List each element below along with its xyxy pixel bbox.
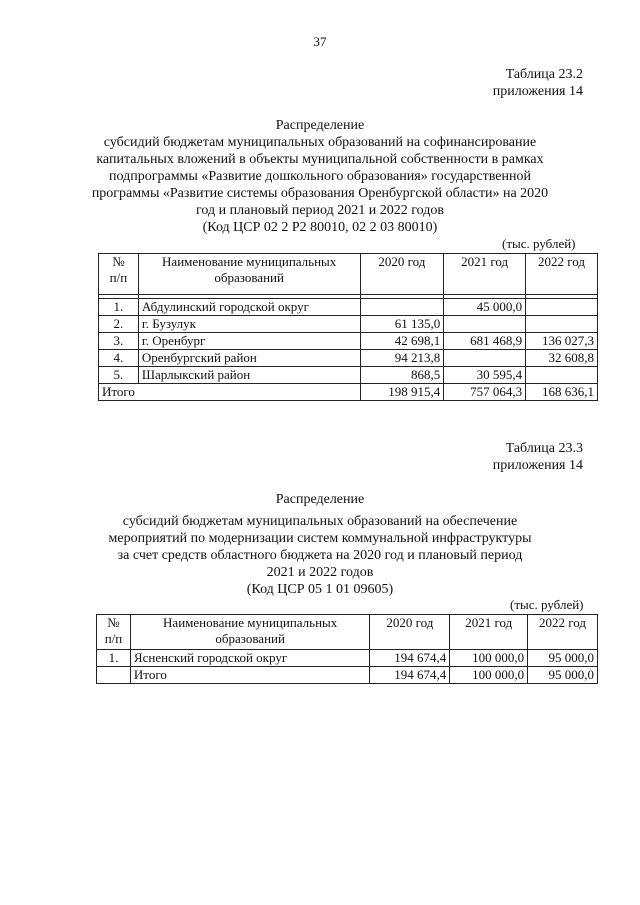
- table1-total-row: [99, 384, 598, 401]
- table1-title-line: год и плановый период 2021 и 2022 годов: [196, 203, 444, 218]
- col-header-2022: 2022 год: [526, 254, 598, 295]
- col-header-num: № п/п: [99, 254, 139, 295]
- table2-reference: [493, 440, 583, 474]
- table-row: 1. Абдулинский городской округ 45 000,0: [99, 299, 598, 316]
- table2-title-line: 2021 и 2022 годов: [266, 565, 374, 580]
- table1-ref-line2: приложения 14: [492, 84, 583, 99]
- table-row: 5. Шарлыкский район 868,5 30 595,4: [99, 367, 598, 384]
- table2-title-line: за счет средств областного бюджета на 2020 год и плановый период: [117, 548, 523, 563]
- table1-ref-line1: Таблица 23.2: [505, 67, 583, 82]
- col-header-2022: 2022 год: [528, 615, 598, 650]
- table2-ref-line2: приложения 14: [492, 458, 583, 473]
- table1-title-block: [0, 117, 640, 236]
- total-2020: 194 674,4: [370, 667, 450, 684]
- col-header-2020: 2020 год: [370, 615, 450, 650]
- col-header-name: Наименование муниципальных образований: [138, 254, 360, 295]
- table2: [96, 614, 598, 684]
- table2-title-line: (Код ЦСР 05 1 01 09605): [246, 582, 394, 597]
- total-2022: 168 636,1: [526, 384, 598, 401]
- table1-title-line: программы «Развитие системы образования Оренбургской области» на 2020: [91, 186, 549, 201]
- table1-title-line: подпрограммы «Развитие дошкольного образования» государственной: [109, 169, 531, 184]
- table2-ref-line1: Таблица 23.3: [505, 441, 583, 456]
- col-header-num: № п/п: [97, 615, 131, 650]
- table1-title-line: (Код ЦСР 02 2 Р2 80010, 02 2 03 80010): [202, 220, 438, 235]
- table-row: 3. г. Оренбург 42 698,1 681 468,9 136 027,3: [99, 333, 598, 350]
- table1-header-row: [99, 254, 598, 295]
- table1-title-line: субсидий бюджетам муниципальных образований на софинансирование: [103, 135, 537, 150]
- table2-title-block: [0, 491, 640, 598]
- table2-header-row: [97, 615, 598, 650]
- col-header-name: Наименование муниципальных образований: [130, 615, 370, 650]
- col-header-2021: 2021 год: [450, 615, 528, 650]
- table2-total-row: [97, 667, 598, 684]
- table2-units: (тыс. рублей): [510, 597, 584, 612]
- table1-title-line: капитальных вложений в объекты муниципальной собственности в рамках: [96, 152, 544, 167]
- table-row: 1. Ясненский городской округ 194 674,4 100 000,0 95 000,0: [97, 650, 598, 667]
- table1-reference: [493, 66, 583, 100]
- table2-title-line: субсидий бюджетам муниципальных образований на обеспечение: [122, 514, 518, 529]
- page-number: 37: [313, 34, 327, 49]
- col-header-2021: 2021 год: [444, 254, 526, 295]
- table1: [98, 253, 598, 401]
- col-header-2020: 2020 год: [360, 254, 444, 295]
- table1-units: (тыс. рублей): [502, 236, 576, 251]
- table2-title-line: мероприятий по модернизации систем коммунальной инфраструктуры: [108, 531, 532, 546]
- total-2021: 100 000,0: [450, 667, 528, 684]
- table2-heading: Распределение: [275, 492, 365, 507]
- table-row: 4. Оренбургский район 94 213,8 32 608,8: [99, 350, 598, 367]
- total-2022: 95 000,0: [528, 667, 598, 684]
- total-label: Итого: [130, 667, 370, 684]
- total-label: Итого: [99, 384, 361, 401]
- total-2021: 757 064,3: [444, 384, 526, 401]
- table1-heading: Распределение: [275, 118, 365, 133]
- total-2020: 198 915,4: [360, 384, 444, 401]
- table-row: 2. г. Бузулук 61 135,0: [99, 316, 598, 333]
